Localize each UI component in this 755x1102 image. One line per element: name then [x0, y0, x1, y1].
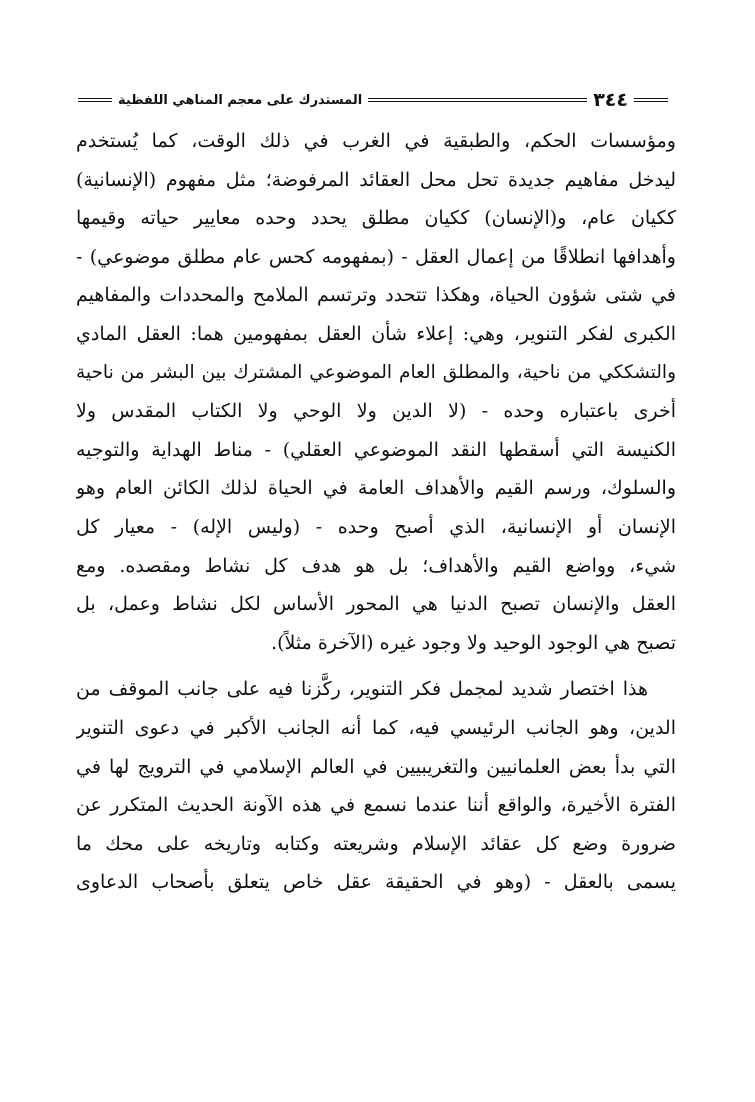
text-line: التي بدأ بعض العلمانيين والتغريبيين في العالم الإسلامي في الترويج لها في [76, 755, 676, 778]
text-line: الكبرى لفكر التنوير، وهي: إعلاء شأن العقل بمفهومين هما: العقل المادي [76, 322, 676, 345]
text-line: ومؤسسات الحكم، والطبقية في الغرب في ذلك الوقت، كما يُستخدم [76, 130, 676, 152]
text-line: والسلوك، ورسم القيم والأهداف العامة في الحياة لذلك الكائن العام وهو [76, 477, 676, 500]
text-line: هذا اختصار شديد لمجمل فكر التنوير، ركَّزنا فيه على جانب الموقف من [76, 678, 648, 701]
text-line: الإنسان أو الإنسانية، الذي أصبح وحده - (وليس الإله) - معيار كل [76, 515, 676, 538]
text-line: ضرورة وضع كل عقائد الإسلام وشريعته وكتابه وتاريخه على محك ما [76, 832, 676, 855]
page-body [76, 122, 676, 902]
text-line: شيء، وواضع القيم والأهداف؛ بل هو هدف كل نشاط ومقصده. ومع [76, 554, 676, 577]
header-rule-left [78, 98, 112, 102]
paragraph-gap [76, 662, 676, 670]
text-line: الفترة الأخيرة، والواقع أننا عندما نسمع في هذه الآونة الحديث المتكرر عن [76, 794, 676, 817]
paragraph-1 [76, 122, 676, 662]
header-rule-middle [368, 98, 587, 102]
text-line: ليدخل مفاهيم جديدة تحل محل العقائد المرفوضة؛ مثل مفهوم (الإنسانية) [76, 168, 676, 191]
text-line: ككيان عام، و(الإنسان) ككيان مطلق يحدد وحده معايير حياته وقيمها [76, 207, 676, 230]
text-line: الكنيسة التي أسقطها النقد الموضوعي العقلي) - مناط الهداية والتوجيه [76, 438, 676, 461]
page-number: ٣٤٤ [593, 88, 628, 111]
text-line: أخرى باعتباره وحده - (لا الدين ولا الوحي ولا الكتاب المقدس ولا [76, 400, 676, 423]
running-header [78, 86, 668, 114]
text-line: الدين، وهو الجانب الرئيسي فيه، كما أنه الجانب الأكبر في دعوى التنوير [76, 716, 676, 739]
text-line: والتشككي من ناحية، والمطلق العام الموضوعي المشترك بين البشر من ناحية [76, 361, 676, 383]
running-title: المستدرك على معجم المناهي اللفظية [118, 92, 363, 108]
paragraph-2 [76, 670, 676, 902]
text-line: في شتى شؤون الحياة، وهكذا تتحدد وترتسم الملامح والمحددات والمفاهيم [76, 284, 676, 307]
text-line: العقل والإنسان تصبح الدنيا هي المحور الأساس لكل نشاط وعمل، بل [76, 593, 676, 616]
text-line: يسمى بالعقل - (وهو في الحقيقة عقل خاص يتعلق بأصحاب الدعاوى [76, 871, 676, 894]
text-line: وأهدافها انطلاقًا من إعمال العقل - (بمفهومه كحس عام مطلق موضوعي) - [76, 245, 676, 268]
header-rule-right [634, 98, 668, 102]
text-line: تصبح هي الوجود الوحيد ولا وجود غيره (الآخرة مثلاً). [271, 631, 676, 654]
